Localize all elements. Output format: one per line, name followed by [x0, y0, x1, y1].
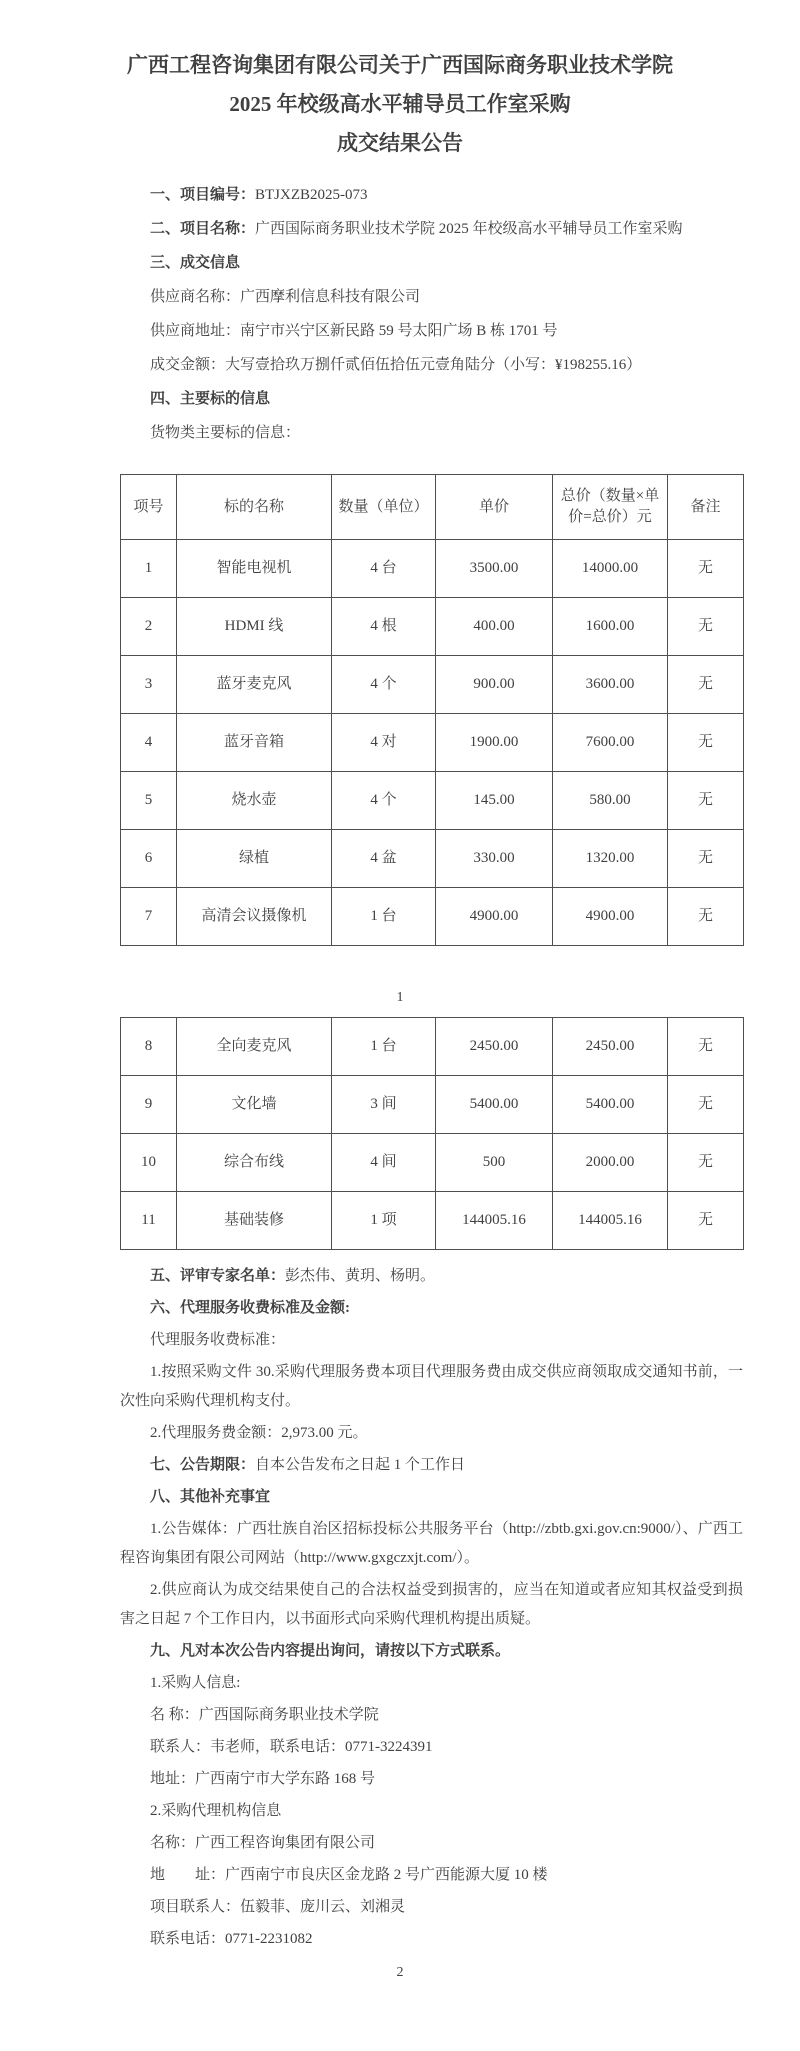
cell-unit-price: 3500.00	[436, 540, 553, 598]
cell-item-name: 绿植	[177, 830, 332, 888]
cell-item-name: 全向麦克风	[177, 1018, 332, 1076]
cell-quantity: 1 台	[332, 1018, 436, 1076]
cell-item-name: 基础装修	[177, 1192, 332, 1250]
paragraph-text: 联系人：韦老师，联系电话：0771-3224391	[150, 1739, 433, 1755]
cell-item-name: 综合布线	[177, 1134, 332, 1192]
cell-total-price: 4900.00	[553, 888, 668, 946]
cell-item-name: 智能电视机	[177, 540, 332, 598]
cell-item-name: 蓝牙音箱	[177, 714, 332, 772]
paragraph-text: 地址：广西南宁市大学东路 168 号	[150, 1771, 376, 1787]
paragraph-text: 名 称：广西国际商务职业技术学院	[150, 1707, 379, 1723]
cell-item-no: 1	[121, 540, 177, 598]
paragraph-heading: 八、其他补充事宜	[150, 1489, 271, 1505]
paragraph-heading: 三、成交信息	[150, 255, 241, 271]
table-row	[121, 540, 744, 598]
cell-item-name: 文化墙	[177, 1076, 332, 1134]
cell-item-name: 烧水壶	[177, 772, 332, 830]
title-line-2: 2025 年校级高水平辅导员工作室采购	[229, 92, 571, 116]
cell-quantity: 4 根	[332, 598, 436, 656]
paragraph-text: 1.公告媒体：广西壮族自治区招标投标公共服务平台（http://zbtb.gxi.gov.cn:9000/）、广西工程咨询集团有限公司网站（http://www.gxgczxjt.com/）。	[120, 1521, 743, 1566]
paragraph-text: 联系电话：0771-2231082	[150, 1931, 313, 1947]
table-row	[121, 1018, 744, 1076]
paragraph	[120, 1893, 743, 1922]
paragraph	[120, 1515, 743, 1573]
paragraph	[120, 1669, 743, 1698]
cell-item-no: 3	[121, 656, 177, 714]
paragraph-text: 名称：广西工程咨询集团有限公司	[150, 1835, 376, 1851]
cell-total-price: 144005.16	[553, 1192, 668, 1250]
cell-item-name: HDMI 线	[177, 598, 332, 656]
cell-unit-price: 1900.00	[436, 714, 553, 772]
paragraph	[120, 1326, 743, 1355]
paragraph	[120, 316, 743, 346]
paragraph	[120, 248, 743, 278]
paragraph	[120, 180, 743, 210]
cell-note: 无	[668, 888, 744, 946]
table-row	[121, 830, 744, 888]
paragraph-heading: 七、公告期限：	[150, 1457, 256, 1473]
paragraph-text: 供应商地址：南宁市兴宁区新民路 59 号太阳广场 B 栋 1701 号	[150, 323, 558, 339]
paragraph-text: 2.代理服务费金额：2,973.00 元。	[150, 1425, 368, 1441]
cell-quantity: 4 个	[332, 772, 436, 830]
table-row	[121, 1192, 744, 1250]
paragraph	[120, 1483, 743, 1512]
cell-quantity: 4 间	[332, 1134, 436, 1192]
header-item-name: 标的名称	[177, 475, 332, 540]
table-row	[121, 656, 744, 714]
table-row	[121, 714, 744, 772]
paragraph	[120, 1701, 743, 1730]
page-number-2: 2	[396, 1965, 404, 1980]
cell-total-price: 1600.00	[553, 598, 668, 656]
paragraph	[120, 282, 743, 312]
cell-unit-price: 500	[436, 1134, 553, 1192]
paragraph	[120, 1925, 743, 1954]
paragraph-heading: 一、项目编号：	[150, 187, 256, 203]
cell-item-no: 9	[121, 1076, 177, 1134]
header-unit-price: 单价	[436, 475, 553, 540]
paragraph-text: 地 址：广西南宁市良庆区金龙路 2 号广西能源大厦 10 楼	[150, 1867, 548, 1883]
cell-item-no: 4	[121, 714, 177, 772]
paragraph	[120, 1733, 743, 1762]
cell-item-name: 蓝牙麦克风	[177, 656, 332, 714]
paragraph	[120, 1765, 743, 1794]
cell-total-price: 3600.00	[553, 656, 668, 714]
paragraph-text: 彭杰伟、黄玥、杨明。	[285, 1268, 436, 1284]
paragraph-text: 成交金额：大写壹拾玖万捌仟贰佰伍拾伍元壹角陆分（小写：¥198255.16）	[150, 357, 642, 373]
paragraph-text: 项目联系人：伍毅菲、庞川云、刘湘灵	[150, 1899, 406, 1915]
cell-unit-price: 4900.00	[436, 888, 553, 946]
document-title	[0, 0, 800, 163]
cell-note: 无	[668, 1076, 744, 1134]
cell-unit-price: 145.00	[436, 772, 553, 830]
cell-unit-price: 144005.16	[436, 1192, 553, 1250]
paragraph-text: 2.采购代理机构信息	[150, 1803, 282, 1819]
cell-quantity: 1 项	[332, 1192, 436, 1250]
header-quantity: 数量（单位）	[332, 475, 436, 540]
cell-total-price: 14000.00	[553, 540, 668, 598]
cell-item-no: 5	[121, 772, 177, 830]
goods-table-page2	[120, 1017, 744, 1250]
cell-total-price: 2450.00	[553, 1018, 668, 1076]
cell-quantity: 4 个	[332, 656, 436, 714]
paragraph	[120, 1358, 743, 1416]
paragraph	[120, 1576, 743, 1634]
cell-total-price: 2000.00	[553, 1134, 668, 1192]
table-header-row	[121, 475, 744, 540]
paragraph-text: 代理服务收费标准：	[150, 1332, 286, 1348]
page-number-1: 1	[396, 990, 404, 1005]
table-row	[121, 772, 744, 830]
cell-note: 无	[668, 1192, 744, 1250]
goods-table-page1	[120, 474, 744, 946]
cell-quantity: 3 间	[332, 1076, 436, 1134]
paragraph-text: BTJXZB2025-073	[255, 187, 368, 203]
cell-total-price: 7600.00	[553, 714, 668, 772]
paragraph-heading: 九、凡对本次公告内容提出询问，请按以下方式联系。	[150, 1643, 511, 1659]
cell-note: 无	[668, 1018, 744, 1076]
paragraph-text: 供应商名称：广西摩利信息科技有限公司	[150, 289, 421, 305]
cell-quantity: 4 盆	[332, 830, 436, 888]
cell-note: 无	[668, 714, 744, 772]
paragraph-text: 1.按照采购文件 30.采购代理服务费本项目代理服务费由成交供应商领取成交通知书前，一次性向采购代理机构支付。	[120, 1364, 743, 1409]
cell-note: 无	[668, 830, 744, 888]
table-row	[121, 888, 744, 946]
cell-total-price: 580.00	[553, 772, 668, 830]
paragraph	[120, 1294, 743, 1323]
cell-item-no: 11	[121, 1192, 177, 1250]
cell-unit-price: 2450.00	[436, 1018, 553, 1076]
paragraph	[120, 1797, 743, 1826]
paragraph	[120, 1861, 743, 1890]
cell-quantity: 4 对	[332, 714, 436, 772]
cell-unit-price: 330.00	[436, 830, 553, 888]
title-line-1: 广西工程咨询集团有限公司关于广西国际商务职业技术学院	[127, 53, 673, 77]
cell-item-name: 高清会议摄像机	[177, 888, 332, 946]
table-row	[121, 598, 744, 656]
paragraph	[120, 1419, 743, 1448]
cell-note: 无	[668, 598, 744, 656]
paragraph-text: 2.供应商认为成交结果使自己的合法权益受到损害的，应当在知道或者应知其权益受到损害之日起 7 个工作日内，以书面形式向采购代理机构提出质疑。	[120, 1582, 743, 1627]
paragraph-text: 1.采购人信息:	[150, 1675, 241, 1691]
cell-note: 无	[668, 772, 744, 830]
paragraph	[120, 1451, 743, 1480]
section-paragraphs-page2	[120, 1262, 743, 1954]
paragraph-text: 自本公告发布之日起 1 个工作日	[255, 1457, 466, 1473]
header-item-no: 项号	[121, 475, 177, 540]
paragraph	[120, 1637, 743, 1666]
paragraph	[120, 1829, 743, 1858]
cell-item-no: 6	[121, 830, 177, 888]
paragraph	[120, 384, 743, 414]
cell-quantity: 4 台	[332, 540, 436, 598]
cell-note: 无	[668, 540, 744, 598]
paragraph-heading: 四、主要标的信息	[150, 391, 271, 407]
cell-total-price: 5400.00	[553, 1076, 668, 1134]
cell-unit-price: 400.00	[436, 598, 553, 656]
paragraph-heading: 五、评审专家名单：	[150, 1268, 286, 1284]
paragraph-heading: 二、项目名称：	[150, 221, 256, 237]
paragraph	[120, 350, 743, 380]
cell-item-no: 8	[121, 1018, 177, 1076]
table-row	[121, 1134, 744, 1192]
cell-unit-price: 5400.00	[436, 1076, 553, 1134]
cell-total-price: 1320.00	[553, 830, 668, 888]
paragraph-text: 货物类主要标的信息：	[150, 425, 301, 441]
cell-unit-price: 900.00	[436, 656, 553, 714]
header-total-price: 总价（数量×单价=总价）元	[553, 475, 668, 540]
table-row	[121, 1076, 744, 1134]
cell-item-no: 2	[121, 598, 177, 656]
title-line-3: 成交结果公告	[337, 131, 463, 155]
cell-note: 无	[668, 656, 744, 714]
cell-item-no: 7	[121, 888, 177, 946]
paragraph	[120, 214, 743, 244]
cell-quantity: 1 台	[332, 888, 436, 946]
section-paragraphs-page1	[120, 180, 743, 448]
header-note: 备注	[668, 475, 744, 540]
paragraph	[120, 1262, 743, 1291]
paragraph-text: 广西国际商务职业技术学院 2025 年校级高水平辅导员工作室采购	[255, 221, 683, 237]
paragraph	[120, 418, 743, 448]
cell-note: 无	[668, 1134, 744, 1192]
paragraph-heading: 六、代理服务收费标准及金额:	[150, 1300, 350, 1316]
cell-item-no: 10	[121, 1134, 177, 1192]
